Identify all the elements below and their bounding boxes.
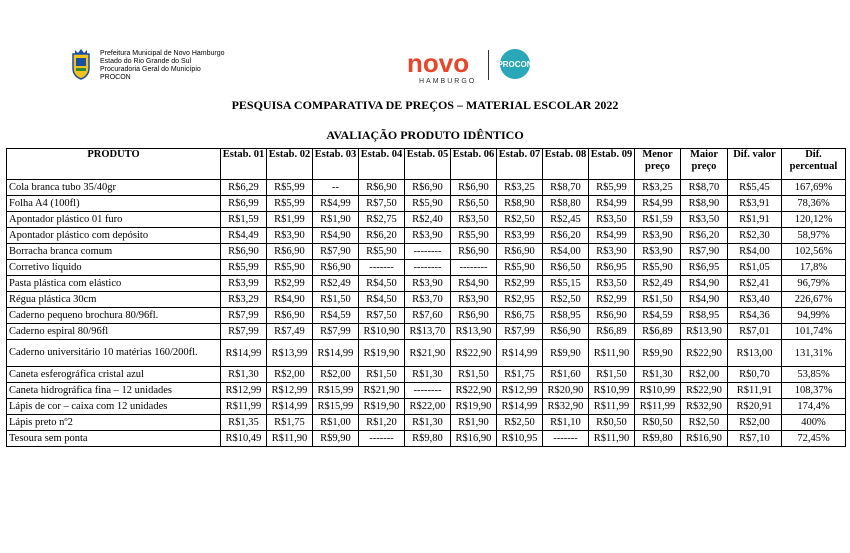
price-cell: R$11,90: [267, 431, 313, 447]
price-cell: R$5,99: [221, 260, 267, 276]
table-row: [7, 180, 846, 196]
price-cell: R$9,80: [635, 431, 681, 447]
price-cell: R$2,99: [497, 276, 543, 292]
price-cell: R$20,91: [728, 399, 782, 415]
price-cell: R$16,90: [681, 431, 728, 447]
price-cell: R$5,90: [635, 260, 681, 276]
price-cell: R$4,36: [728, 308, 782, 324]
product-cell: Régua plástica 30cm: [7, 292, 221, 308]
price-cell: R$4,59: [635, 308, 681, 324]
price-cell: R$3,90: [589, 244, 635, 260]
product-cell: Pasta plástica com elástico: [7, 276, 221, 292]
price-cell: R$6,50: [543, 260, 589, 276]
price-cell: R$4,99: [313, 196, 359, 212]
price-cell: R$8,70: [543, 180, 589, 196]
price-cell: R$3,50: [681, 212, 728, 228]
price-cell: R$2,99: [267, 276, 313, 292]
price-cell: R$1,90: [451, 415, 497, 431]
price-cell: R$22,90: [681, 340, 728, 367]
price-cell: R$4,90: [313, 228, 359, 244]
price-cell: R$19,90: [359, 399, 405, 415]
price-cell: 131,31%: [782, 340, 846, 367]
price-cell: --------: [405, 244, 451, 260]
price-cell: R$12,99: [497, 383, 543, 399]
price-cell: R$5,99: [267, 180, 313, 196]
price-cell: R$9,80: [405, 431, 451, 447]
column-header: Estab. 08: [543, 149, 589, 180]
price-cell: R$1,10: [543, 415, 589, 431]
price-cell: R$2,50: [497, 212, 543, 228]
price-cell: R$2,30: [728, 228, 782, 244]
price-cell: R$6,75: [497, 308, 543, 324]
price-cell: R$10,99: [589, 383, 635, 399]
price-cell: 226,67%: [782, 292, 846, 308]
price-cell: R$4,49: [221, 228, 267, 244]
price-cell: R$15,99: [313, 383, 359, 399]
price-cell: R$3,25: [635, 180, 681, 196]
price-cell: R$4,90: [681, 292, 728, 308]
product-cell: Tesoura sem ponta: [7, 431, 221, 447]
price-cell: R$3,99: [221, 276, 267, 292]
product-cell: Caderno pequeno brochura 80/96fl.: [7, 308, 221, 324]
price-cell: R$10,49: [221, 431, 267, 447]
price-cell: R$3,90: [635, 244, 681, 260]
price-cell: R$7,99: [221, 308, 267, 324]
price-cell: R$5,99: [267, 196, 313, 212]
price-cell: R$4,00: [543, 244, 589, 260]
price-cell: R$6,95: [681, 260, 728, 276]
price-cell: R$3,29: [221, 292, 267, 308]
price-cell: R$13,70: [405, 324, 451, 340]
price-cell: R$3,50: [589, 212, 635, 228]
price-cell: R$1,59: [635, 212, 681, 228]
price-cell: R$6,90: [267, 308, 313, 324]
price-cell: R$0,50: [635, 415, 681, 431]
price-cell: -------: [543, 431, 589, 447]
price-cell: R$3,90: [405, 228, 451, 244]
price-cell: -------: [359, 431, 405, 447]
price-cell: R$5,90: [497, 260, 543, 276]
price-cell: R$32,90: [543, 399, 589, 415]
price-cell: R$22,90: [681, 383, 728, 399]
price-cell: R$6,29: [221, 180, 267, 196]
column-header: Estab. 02: [267, 149, 313, 180]
price-cell: R$6,90: [543, 324, 589, 340]
price-cell: R$2,00: [267, 367, 313, 383]
price-cell: 120,12%: [782, 212, 846, 228]
price-cell: R$11,90: [589, 340, 635, 367]
logo-divider: [488, 50, 489, 80]
product-cell: Caneta hidrográfica fina – 12 unidades: [7, 383, 221, 399]
price-cell: R$11,90: [589, 431, 635, 447]
price-cell: R$14,99: [267, 399, 313, 415]
price-cell: R$8,90: [681, 196, 728, 212]
table-row: [7, 196, 846, 212]
price-cell: R$12,99: [267, 383, 313, 399]
product-cell: Caderno universitário 10 matérias 160/200fl.: [7, 340, 221, 367]
column-header: Dif. percentual: [782, 149, 846, 180]
price-cell: R$8,95: [681, 308, 728, 324]
price-cell: R$2,40: [405, 212, 451, 228]
price-cell: R$1,30: [221, 367, 267, 383]
column-header: Menor preço: [635, 149, 681, 180]
price-cell: R$6,90: [451, 244, 497, 260]
document-header: [70, 46, 780, 86]
price-cell: R$12,99: [221, 383, 267, 399]
price-cell: 101,74%: [782, 324, 846, 340]
price-cell: R$2,00: [681, 367, 728, 383]
price-cell: R$8,70: [681, 180, 728, 196]
table-row: [7, 324, 846, 340]
product-cell: Lápis de cor – caixa com 12 unidades: [7, 399, 221, 415]
price-cell: R$0,70: [728, 367, 782, 383]
price-cell: 400%: [782, 415, 846, 431]
price-cell: R$11,91: [728, 383, 782, 399]
price-cell: R$8,95: [543, 308, 589, 324]
price-cell: R$6,90: [313, 260, 359, 276]
price-cell: 96,79%: [782, 276, 846, 292]
price-cell: R$6,90: [451, 308, 497, 324]
price-cell: R$8,90: [497, 196, 543, 212]
price-cell: R$1,00: [313, 415, 359, 431]
price-cell: R$7,50: [359, 196, 405, 212]
column-header: Estab. 01: [221, 149, 267, 180]
price-cell: R$9,90: [635, 340, 681, 367]
price-cell: R$10,99: [635, 383, 681, 399]
product-cell: Apontador plástico com depósito: [7, 228, 221, 244]
price-cell: R$6,50: [451, 196, 497, 212]
price-cell: R$3,50: [451, 212, 497, 228]
price-cell: R$16,90: [451, 431, 497, 447]
price-cell: R$7,49: [267, 324, 313, 340]
price-cell: 17,8%: [782, 260, 846, 276]
price-cell: R$1,75: [497, 367, 543, 383]
price-cell: R$32,90: [681, 399, 728, 415]
table-row: [7, 228, 846, 244]
price-cell: R$5,90: [451, 228, 497, 244]
product-cell: Caderno espiral 80/96fl: [7, 324, 221, 340]
table-row: [7, 292, 846, 308]
price-cell: R$5,90: [359, 244, 405, 260]
organization-block: [100, 50, 225, 82]
price-cell: R$6,90: [497, 244, 543, 260]
price-cell: R$6,99: [221, 196, 267, 212]
table-row: [7, 399, 846, 415]
price-cell: R$3,91: [728, 196, 782, 212]
price-cell: R$11,99: [589, 399, 635, 415]
price-cell: R$1,35: [221, 415, 267, 431]
table-row: [7, 415, 846, 431]
price-cell: --------: [405, 260, 451, 276]
price-cell: R$13,00: [728, 340, 782, 367]
price-cell: R$2,50: [543, 292, 589, 308]
table-body: [7, 180, 846, 447]
price-cell: R$1,30: [405, 415, 451, 431]
price-cell: R$1,20: [359, 415, 405, 431]
price-cell: R$6,20: [359, 228, 405, 244]
table-row: [7, 308, 846, 324]
price-cell: 167,69%: [782, 180, 846, 196]
table-header-row: [7, 149, 846, 180]
column-header: Maior preço: [681, 149, 728, 180]
price-cell: R$6,90: [221, 244, 267, 260]
price-cell: R$1,50: [451, 367, 497, 383]
price-cell: R$14,99: [221, 340, 267, 367]
price-cell: R$2,75: [359, 212, 405, 228]
price-cell: R$21,90: [359, 383, 405, 399]
price-cell: 174,4%: [782, 399, 846, 415]
price-cell: R$2,00: [728, 415, 782, 431]
price-cell: R$4,90: [267, 292, 313, 308]
org-line-4: PROCON: [100, 74, 131, 81]
price-cell: R$14,99: [497, 340, 543, 367]
price-cell: R$11,99: [635, 399, 681, 415]
price-cell: -------: [359, 260, 405, 276]
price-cell: R$19,90: [451, 399, 497, 415]
price-cell: R$3,99: [497, 228, 543, 244]
price-cell: 78,36%: [782, 196, 846, 212]
column-header-produto: PRODUTO: [7, 149, 221, 180]
table-row: [7, 260, 846, 276]
product-cell: Folha A4 (100fl): [7, 196, 221, 212]
price-cell: R$1,75: [267, 415, 313, 431]
org-line-3: Procuradoria Geral do Município: [100, 66, 201, 73]
price-cell: R$22,90: [451, 383, 497, 399]
price-cell: R$7,50: [359, 308, 405, 324]
price-cell: R$3,90: [405, 276, 451, 292]
price-cell: R$22,00: [405, 399, 451, 415]
price-cell: R$7,99: [497, 324, 543, 340]
price-cell: R$7,99: [313, 324, 359, 340]
page-subtitle: AVALIAÇÃO PRODUTO IDÊNTICO: [326, 128, 524, 142]
price-cell: R$15,99: [313, 399, 359, 415]
price-cell: 108,37%: [782, 383, 846, 399]
org-line-2: Estado do Rio Grande do Sul: [100, 58, 192, 65]
price-cell: 53,85%: [782, 367, 846, 383]
price-cell: R$3,50: [589, 276, 635, 292]
price-cell: R$14,99: [497, 399, 543, 415]
price-cell: R$1,05: [728, 260, 782, 276]
price-cell: R$6,89: [589, 324, 635, 340]
price-cell: R$6,90: [267, 244, 313, 260]
price-cell: R$7,01: [728, 324, 782, 340]
price-cell: R$6,95: [589, 260, 635, 276]
price-cell: 102,56%: [782, 244, 846, 260]
price-cell: R$6,90: [589, 308, 635, 324]
price-cell: R$2,45: [543, 212, 589, 228]
org-line-1: Prefeitura Municipal de Novo Hamburgo: [100, 50, 225, 57]
price-cell: R$4,50: [359, 292, 405, 308]
price-cell: R$1,60: [543, 367, 589, 383]
price-cell: R$1,91: [728, 212, 782, 228]
price-cell: R$6,20: [681, 228, 728, 244]
table-row: [7, 431, 846, 447]
price-cell: R$2,95: [497, 292, 543, 308]
column-header: Estab. 06: [451, 149, 497, 180]
price-cell: R$2,49: [635, 276, 681, 292]
price-cell: R$1,99: [267, 212, 313, 228]
price-cell: R$7,10: [728, 431, 782, 447]
price-cell: R$7,90: [681, 244, 728, 260]
product-cell: Borracha branca comum: [7, 244, 221, 260]
price-cell: R$8,80: [543, 196, 589, 212]
column-header: Estab. 09: [589, 149, 635, 180]
price-cell: R$6,90: [451, 180, 497, 196]
price-cell: R$3,90: [635, 228, 681, 244]
price-cell: R$2,99: [589, 292, 635, 308]
price-cell: R$5,99: [589, 180, 635, 196]
page-title: PESQUISA COMPARATIVA DE PREÇOS – MATERIAL ESCOLAR 2022: [231, 98, 619, 112]
price-cell: R$14,99: [313, 340, 359, 367]
price-cell: 94,99%: [782, 308, 846, 324]
product-cell: Lápis preto nº2: [7, 415, 221, 431]
price-cell: 72,45%: [782, 431, 846, 447]
product-cell: Corretivo líquido: [7, 260, 221, 276]
price-cell: R$4,90: [681, 276, 728, 292]
price-cell: R$20,90: [543, 383, 589, 399]
price-cell: R$2,49: [313, 276, 359, 292]
price-cell: R$13,90: [451, 324, 497, 340]
price-cell: 58,97%: [782, 228, 846, 244]
table-row: [7, 383, 846, 399]
price-cell: R$4,50: [359, 276, 405, 292]
price-cell: R$5,90: [267, 260, 313, 276]
price-cell: R$6,90: [359, 180, 405, 196]
price-cell: R$2,41: [728, 276, 782, 292]
table-row: [7, 276, 846, 292]
logo-novo-text: novo: [407, 48, 470, 78]
price-cell: R$6,89: [635, 324, 681, 340]
column-header: Estab. 03: [313, 149, 359, 180]
column-header: Estab. 07: [497, 149, 543, 180]
price-cell: R$7,90: [313, 244, 359, 260]
price-cell: R$9,90: [543, 340, 589, 367]
price-cell: R$4,00: [728, 244, 782, 260]
price-cell: R$2,50: [497, 415, 543, 431]
price-cell: R$3,25: [497, 180, 543, 196]
price-cell: R$13,90: [681, 324, 728, 340]
price-cell: R$1,59: [221, 212, 267, 228]
column-header: Dif. valor: [728, 149, 782, 180]
price-cell: R$7,99: [221, 324, 267, 340]
product-cell: Apontador plástico 01 furo: [7, 212, 221, 228]
price-cell: R$2,50: [681, 415, 728, 431]
column-header: Estab. 05: [405, 149, 451, 180]
price-cell: R$13,99: [267, 340, 313, 367]
price-cell: R$10,95: [497, 431, 543, 447]
price-cell: R$3,40: [728, 292, 782, 308]
price-cell: R$9,90: [313, 431, 359, 447]
price-cell: R$19,90: [359, 340, 405, 367]
price-cell: R$4,90: [451, 276, 497, 292]
price-cell: R$5,15: [543, 276, 589, 292]
price-cell: R$1,50: [359, 367, 405, 383]
price-cell: R$7,60: [405, 308, 451, 324]
price-cell: --------: [451, 260, 497, 276]
price-cell: R$3,90: [451, 292, 497, 308]
price-cell: R$6,90: [405, 180, 451, 196]
price-comparison-table: [6, 148, 846, 447]
price-cell: R$5,45: [728, 180, 782, 196]
price-cell: R$1,50: [313, 292, 359, 308]
price-cell: R$1,30: [635, 367, 681, 383]
procon-logo: [495, 48, 535, 80]
table-row: [7, 212, 846, 228]
price-cell: --: [313, 180, 359, 196]
price-cell: R$1,90: [313, 212, 359, 228]
price-cell: R$4,99: [589, 228, 635, 244]
price-cell: R$1,30: [405, 367, 451, 383]
price-cell: R$10,90: [359, 324, 405, 340]
product-cell: Cola branca tubo 35/40gr: [7, 180, 221, 196]
table-row: [7, 340, 846, 367]
price-cell: R$22,90: [451, 340, 497, 367]
product-cell: Caneta esferográfica cristal azul: [7, 367, 221, 383]
price-cell: R$2,00: [313, 367, 359, 383]
price-cell: R$11,99: [221, 399, 267, 415]
logo-procon-text: PROCON: [497, 60, 533, 69]
price-cell: --------: [405, 383, 451, 399]
price-cell: R$3,70: [405, 292, 451, 308]
price-cell: R$5,90: [405, 196, 451, 212]
table-row: [7, 244, 846, 260]
price-cell: R$6,20: [543, 228, 589, 244]
price-cell: R$1,50: [635, 292, 681, 308]
price-cell: R$4,99: [635, 196, 681, 212]
price-cell: R$4,99: [589, 196, 635, 212]
column-header: Estab. 04: [359, 149, 405, 180]
table-row: [7, 367, 846, 383]
price-cell: R$4,59: [313, 308, 359, 324]
price-cell: R$1,50: [589, 367, 635, 383]
price-cell: R$21,90: [405, 340, 451, 367]
price-cell: R$3,90: [267, 228, 313, 244]
city-crest-icon: [70, 48, 92, 80]
novo-hamburgo-logo: [405, 46, 485, 86]
logo-hamburgo-text: HAMBURGO: [419, 78, 477, 85]
price-cell: R$0,50: [589, 415, 635, 431]
